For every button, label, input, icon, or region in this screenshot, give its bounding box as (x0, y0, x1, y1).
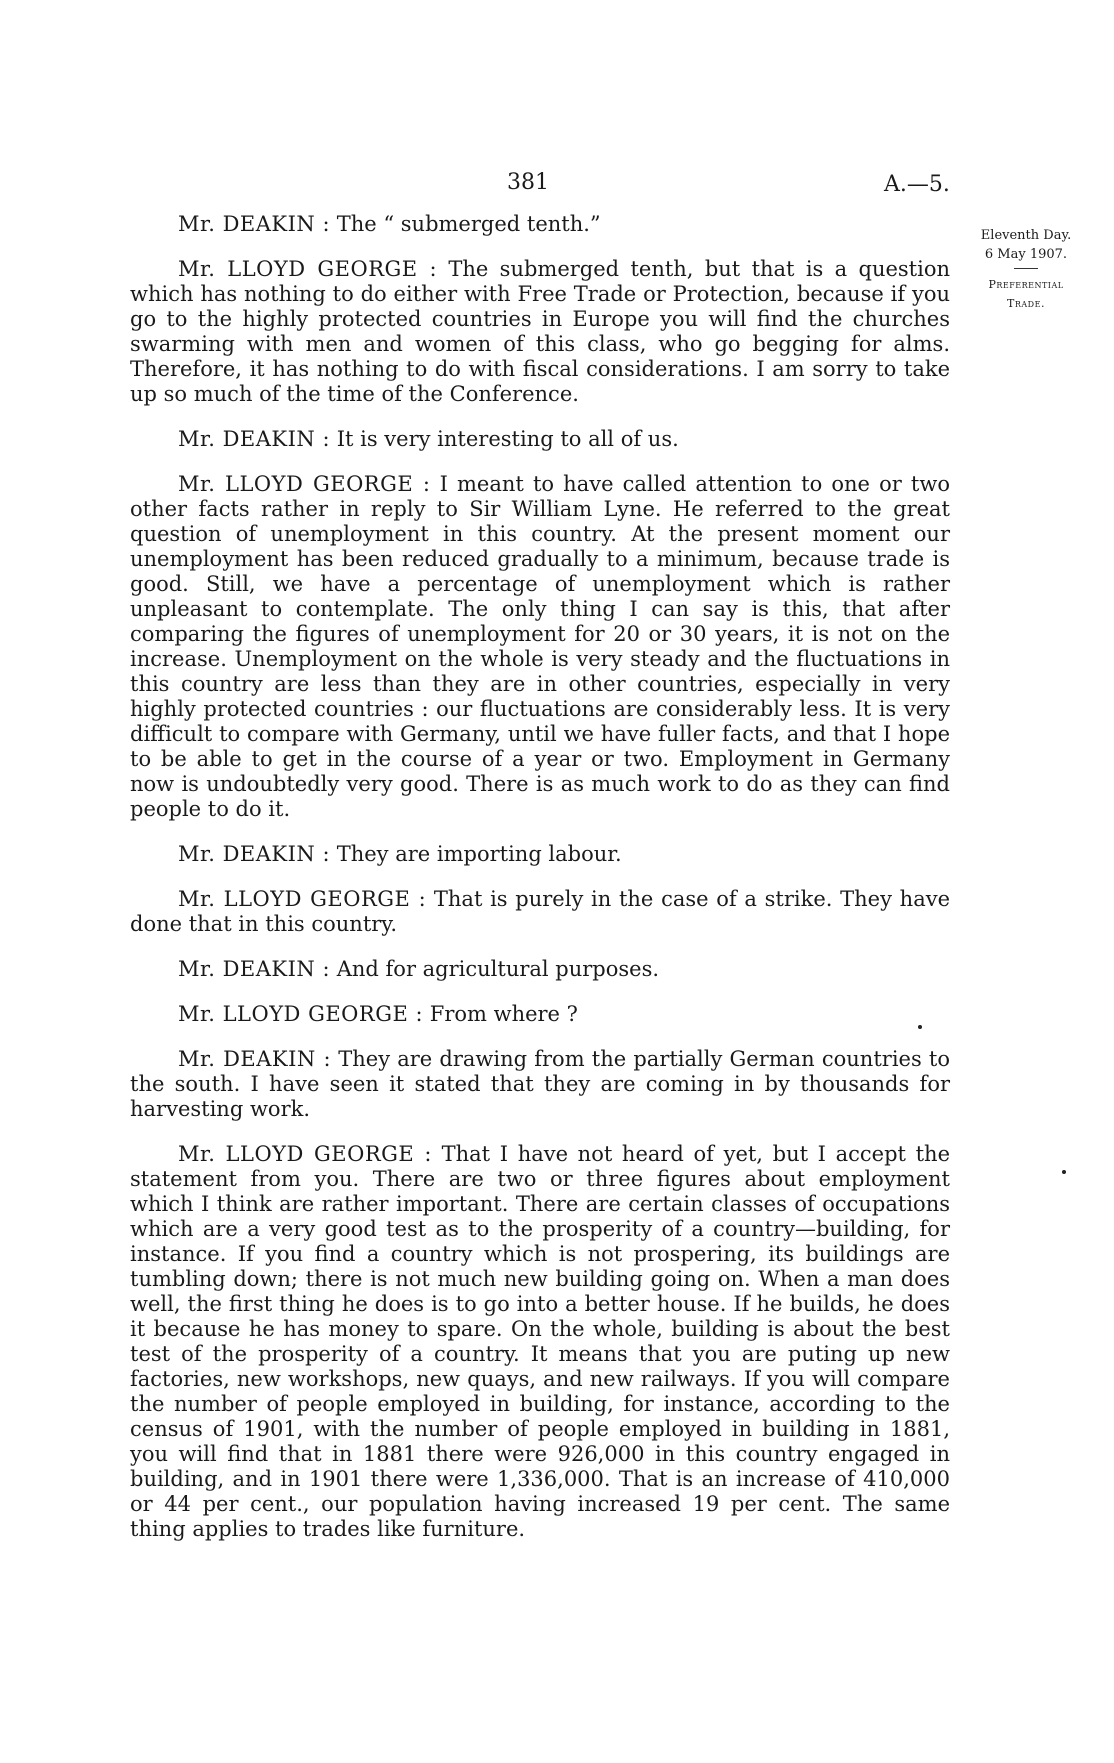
speech-text: That is purely in the case of a strike. They have done that in this country. (130, 887, 951, 936)
speech-paragraph (130, 257, 950, 407)
speech-text: From where ? (429, 1002, 578, 1026)
speaker-name: Mr. LLOYD GEORGE : (178, 1142, 432, 1166)
speech-text: That I have not heard of yet, but I accept the statement from you. There are two or three figures about employment which I think are rather important. There are certain classes of occupations which are a very good test as to the prosperity of a country—building, for instance. If you find a country which is not prospering, its buildings are tumbling down; there is not much new building going on. When a man does well, the first thing he does is to go into a better house. If he builds, he does it because he has money to spare. On the whole, building is about the best test of the prosperity of a country. It means that you are puting up new factories, new workshops, new quays, and new railways. If you will compare the number of people employed in building, for instance, according to the census of 1901, with the number of people employed in building in 1881, you will find that in 1881 there were 926,000 in this country engaged in building, and in 1901 there were 1,336,000. That is an increase of 410,000 or 44 per cent., our population having increased 19 per cent. The same thing applies to trades like furniture. (130, 1142, 950, 1541)
speech-text: They are drawing from the partially German countries to the south. I have seen it stated that they are coming in by thousands for harvesting work. (130, 1047, 950, 1121)
speaker-name: Mr. DEAKIN : (178, 957, 331, 981)
speaker-name: Mr. DEAKIN : (178, 427, 331, 451)
speech-paragraph (130, 1002, 950, 1027)
speech-text: And for agricultural purposes. (336, 957, 660, 981)
speech-paragraph (130, 212, 950, 237)
speech-paragraph (130, 842, 950, 867)
speaker-name: Mr. DEAKIN : (178, 212, 331, 236)
speech-paragraph (130, 427, 950, 452)
scan-speck (918, 1025, 922, 1029)
speech-text: The submerged tenth, but that is a question which has nothing to do either with Free Trade or Protection, because if you go to the highly protected countries in Europe you will find the churches swarming with men and women of this class, who go begging for alms. Therefore, it has nothing to do with fiscal considerations. I am sorry to take up so much of the time of the Conference. (130, 257, 950, 406)
speech-paragraph (130, 472, 950, 822)
sidenote-topic-line1: Preferential (988, 278, 1064, 291)
speaker-name: Mr. LLOYD GEORGE : (178, 257, 438, 281)
speech-paragraph (130, 1047, 950, 1122)
speaker-name: Mr. DEAKIN : (178, 1047, 332, 1071)
scan-speck (1062, 1170, 1066, 1174)
speaker-name: Mr. LLOYD GEORGE : (178, 1002, 424, 1026)
speech-text: They are importing labour. (336, 842, 622, 866)
speech-paragraph (130, 957, 950, 982)
speaker-name: Mr. LLOYD GEORGE : (178, 472, 431, 496)
speech-paragraph (130, 887, 950, 937)
transcript-body (130, 212, 950, 1562)
margin-sidenote (968, 226, 1084, 313)
speaker-name: Mr. LLOYD GEORGE : (178, 887, 427, 911)
speech-text: It is very interesting to all of us. (336, 427, 679, 451)
page-number: 381 (507, 170, 549, 195)
document-reference: A.—5. (884, 172, 950, 197)
sidenote-day: Eleventh Day. (980, 228, 1072, 243)
speech-text: The “ submerged tenth.” (336, 212, 601, 236)
speaker-name: Mr. DEAKIN : (178, 842, 331, 866)
speech-paragraph (130, 1142, 950, 1542)
sidenote-date: 6 May 1907. (984, 247, 1068, 262)
speech-text: I meant to have called attention to one or two other facts rather in reply to Sir William Lyne. He referred to the great question of unemployment in this country. At the present moment our unemployment has been reduced gradually to a minimum, because trade is good. Still, we have a percentage of unemployment which is rather unpleasant to contemplate. The only thing I can say is this, that after comparing the figures of unemployment for 20 or 30 years, it is not on the increase. Unemployment on the whole is very steady and the fluctuations in this country are less than they are in other countries, especially in very highly protected countries : our fluctuations are considerably less. It is very difficult to compare with Germany, until we have fuller facts, and that I hope to be able to get in the course of a year or two. Employment in Germany now is undoubtedly very good. There is as much work to do as they can find people to do it. (130, 472, 950, 821)
sidenote-divider (1014, 268, 1038, 269)
sidenote-topic-line2: Trade. (1007, 297, 1045, 310)
